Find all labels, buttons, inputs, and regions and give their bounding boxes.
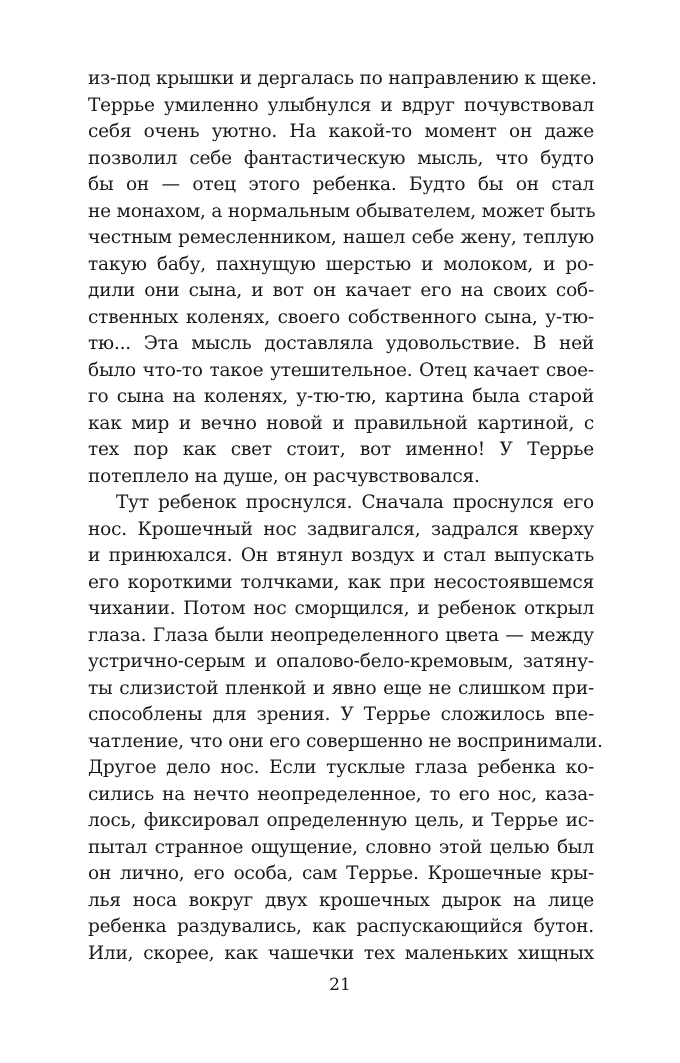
text-line: он лично, его особа, сам Террье. Крошечные кры-: [88, 863, 594, 884]
page-number: 21: [329, 975, 351, 995]
paragraph-end-line: потеплело на душе, он расчувствовался.: [88, 465, 480, 487]
text-line: устрично-серым и опалово-бело-кремовым, затяну-: [88, 651, 594, 672]
text-line: ребенка раздувались, как распускающийся бутон.: [88, 916, 594, 937]
body-text: [88, 66, 603, 967]
text-line: Другое дело нос. Если тусклые глаза ребенка ко-: [88, 757, 594, 778]
text-line: как мир и вечно новой и правильной картиной, с: [88, 412, 594, 434]
text-line: дили они сына, и вот он качает его на своих соб-: [88, 280, 594, 301]
text-line: глаза. Глаза были неопределенного цвета — между: [88, 624, 594, 646]
text-line: чатление, что они его совершенно не воспринимали.: [88, 730, 603, 752]
text-line: нос. Крошечный нос задвигался, задрался кверху: [88, 518, 594, 540]
text-line: бы он — отец этого ребенка. Будто бы он стал: [88, 174, 594, 195]
text-line: пытал странное ощущение, словно этой целью был: [88, 836, 594, 858]
text-line: способлены для зрения. У Террье сложилось впе-: [88, 704, 594, 725]
text-line: его короткими толчками, как при несостоявшемся: [88, 571, 594, 593]
text-line: го сына на коленях, у-тю-тю, картина была старой: [88, 386, 594, 407]
text-line: честным ремесленником, нашел себе жену, теплую: [88, 227, 594, 248]
text-line: себя очень уютно. На какой-то момент он даже: [88, 121, 594, 142]
text-line: позволил себе фантастическую мысль, что будто: [88, 147, 594, 169]
text-line: лось, фиксировал определенную цель, и Террье ис-: [88, 810, 594, 831]
text-line: не монахом, а нормальным обывателем, может быть: [88, 200, 596, 222]
text-line: ты слизистой пленкой и явно еще не слишком при-: [88, 677, 594, 699]
text-line: Террье умиленно улыбнулся и вдруг почувствовал: [88, 94, 594, 116]
paragraph-first-line: Тут ребенок проснулся. Сначала проснулся его: [116, 492, 594, 513]
text-line: такую бабу, пахнущую шерстью и молоком, и ро-: [88, 253, 594, 275]
text-line: Или, скорее, как чашечки тех маленьких хищных: [88, 942, 594, 964]
text-line: и принюхался. Он втянул воздух и стал выпускать: [88, 545, 594, 566]
text-line: ственных коленях, своего собственного сына, у-тю-: [88, 306, 594, 328]
text-line: лья носа вокруг двух крошечных дырок на лице: [88, 889, 594, 911]
text-line: тю... Эта мысль доставляла удовольствие. В ней: [88, 333, 594, 354]
text-line: сились на нечто неопределенное, то его нос, каза-: [88, 783, 594, 805]
text-line: было что-то такое утешительное. Отец качает свое-: [88, 359, 594, 381]
text-line: из-под крышки и дергалась по направлению к щеке.: [88, 68, 597, 89]
text-line: чихании. Потом нос сморщился, и ребенок открыл: [88, 598, 594, 619]
text-line: тех пор как свет стоит, вот именно! У Террье: [88, 439, 594, 460]
